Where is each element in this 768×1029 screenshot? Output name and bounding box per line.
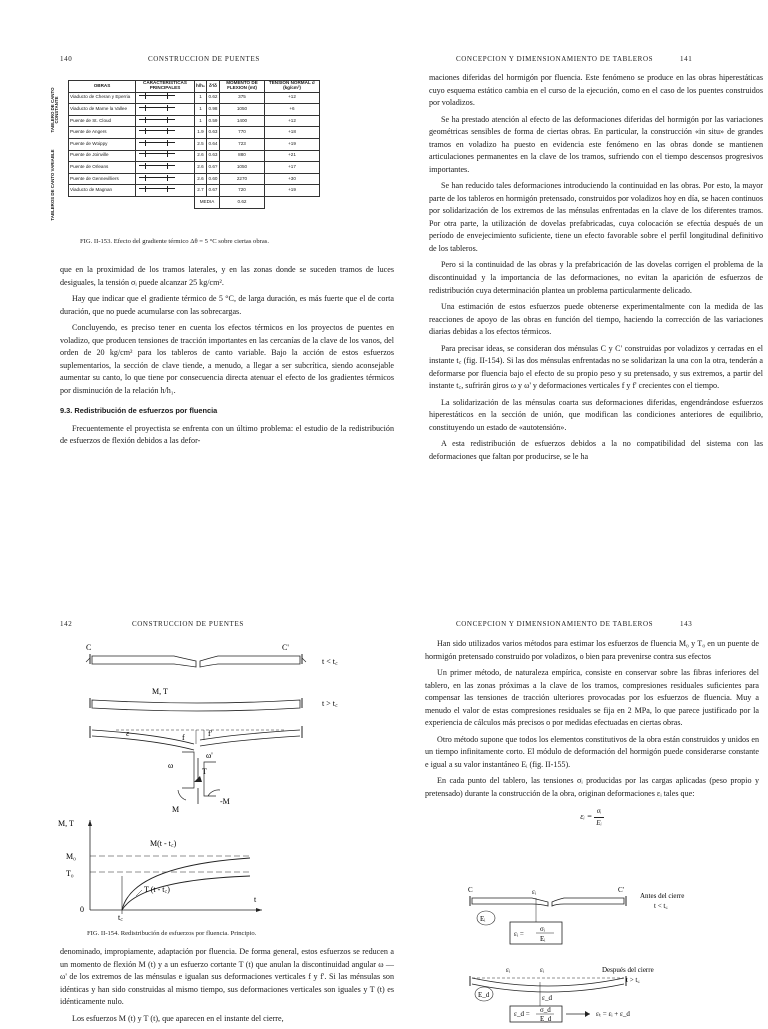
cell-momento: 770 [220,127,265,139]
label-Cp: C' [618,886,624,894]
beam-section-icon [137,163,177,170]
deformation-sketch [90,726,302,750]
row-spacer [60,104,69,116]
media-value: 0.62 [220,196,265,208]
label-C: C [468,886,473,894]
page-number: 143 [680,620,693,628]
label-MT: M, T [152,687,168,696]
cell-delta-ratio: 0.62 [207,92,220,104]
paragraph: Se ha prestado atención al efecto de las deformaciones diferidas del hormigón por las variaciones geométricas sensibles de forma de ciertas obras. En particular, la construcción «in situ» de grandes tramos en voladizo ha puesto en evidencia este fenómeno en las obras donde se mantienen articulaciones permanentes en la clave de los tramos, sufriendo con el tiempo descensos progresivos importantes. [429,114,763,174]
table-fig-153 [60,80,320,209]
row-spacer [60,162,69,174]
cell-section-sketch [136,127,195,139]
cell-delta-ratio: 0.60 [207,173,220,185]
cell-tension: +17 [265,162,320,174]
cell-section-sketch [136,138,195,150]
cell-h-ratio: 2.7 [195,185,207,197]
cell-obra: Viaducto de Magnan [69,185,136,197]
page-143-body [425,638,759,835]
paragraph: Concluyendo, es preciso tener en cuenta los efectos térmicos en los proyectos de puentes en voladizo, que producen tensiones de tracción importantes en las cercanías de la clave de los vanos, del orden de 20 kg/cm² para los tableros de canto variable. Bajo la acción de estos esfuerzos suplementarios, la sección de clave tiende, a menudo, a llegar a ser subcrítica, siendo aconsejable aumentar su canto, lo que tiene por consecuencia directa atenuar el efecto de los gradientes térmicos por disminución de la relación h/h₁. [60,323,394,395]
beam-section-icon [137,151,177,158]
cell-h-ratio: 2.5 [195,138,207,150]
label-cond2: t > t꜀ [322,699,338,708]
figure-154-diagram [58,640,366,922]
cell-tension: +19 [265,138,320,150]
paragraph: En cada punto del tablero, las tensiones σᵢ producidas por las cargas aplicadas (peso propio y pretensado) durante la construcción de la obra, originan deformaciones εᵢ tales que: [425,776,759,798]
box2-den: E_d [540,1015,552,1023]
cell-h-ratio: 2.6 [195,150,207,162]
label-cond1: t < t꜀ [322,657,338,666]
row-spacer [60,92,69,104]
cell-section-sketch [136,115,195,127]
label-t: t [254,895,257,904]
paragraph: Para precisar ideas, se consideran dos ménsulas C y C' construidas por voladizos y cerradas en el instante t꜀ (fig. II-154). Si las dos ménsulas enfrentadas no se solidarizan la una con la otra, tenderán a deformarse por fluencia bajo el efecto de su propio peso y su pretensado, y sus extremos, a partir del instante t꜀, sufrirán giros ω y ω' y deformaciones verticales f y f' crecientes con el tiempo. [429,343,763,391]
box1-num: σᵢ [540,925,545,933]
label-after: Después del cierre [602,966,654,974]
box2-num: σ_d [540,1006,551,1014]
row-spacer [60,127,69,139]
cell-tension: +30 [265,173,320,185]
box2-lhs: ε_d = [514,1010,530,1018]
cell-h-ratio: 1 [195,115,207,127]
row-spacer [60,196,69,208]
cell-momento: 723 [220,138,265,150]
cell-section-sketch [136,150,195,162]
media-label: MEDIA [195,196,220,208]
cell-delta-ratio: 0.59 [207,115,220,127]
row-spacer [136,196,195,208]
col-caracteristicas: CARACTERISTICAS PRINCIPALES [136,81,195,93]
page-number: 140 [60,55,73,63]
paragraph: que en la proximidad de los tramos laterales, y en las zonas donde se suceden tramos de luces desiguales, la tensión σᵢ puede alcanzar 25 kg/cm². [60,265,394,287]
joint-free-body [178,752,220,804]
col-delta-ratio: δ'/δ [207,81,220,93]
table-row [60,173,320,185]
section-heading: 9.3. Redistribución de esfuerzos por fluencia [60,406,218,416]
label-To: T₀ [66,869,74,878]
label-Ed: E_d [478,991,490,999]
cell-tension: +19 [265,185,320,197]
paragraph: A esta redistribución de esfuerzos debidos a la no compatibilidad del sistema con las deformaciones que faltan por producirse, se le ha [429,439,763,461]
figure-caption: FIG. II-154. Redistribución de esfuerzos por fluencia. Principio. [87,930,257,937]
figure-155-diagram [440,882,740,1022]
table-row [60,162,320,174]
cell-delta-ratio: 0.63 [207,127,220,139]
page-140-body [60,264,394,452]
paragraph: La solidarización de las ménsulas coarta sus deformaciones diferidas, engendrándose esfuerzos hiperestáticos en la sección de unión, que modifican las condiciones anteriores de equilibrio, constituyendo un estado de «autotensión». [429,397,763,432]
formula-lhs: εᵢ = [580,812,593,822]
cell-tension: +21 [265,150,320,162]
box1-lhs: εᵢ = [514,930,524,938]
label-Mo: M₀ [66,852,76,861]
cell-h-ratio: 1 [195,104,207,116]
box1-den: Eᵢ [540,935,546,943]
cell-momento: 1050 [220,162,265,174]
label-tc: t꜀ [118,913,123,922]
cell-h-ratio: 1.9 [195,127,207,139]
row-spacer [60,173,69,185]
cell-obra: Viaducto de Cheran y Eperria [69,92,136,104]
total-strain: εₜ = εᵢ + ε_d [596,1010,630,1018]
label-Ei: Eᵢ [480,915,486,923]
row-spacer [69,196,136,208]
col-h-ratio: h/h₀ [195,81,207,93]
table-row-media [60,196,320,208]
cell-obra: Puente de St. Cloud [69,115,136,127]
beam-section-icon [137,140,177,147]
paragraph: Frecuentemente el proyectista se enfrenta con un último problema: el estudio de la redistribución de esfuerzos de flexión debidos a las defor- [60,423,394,446]
running-header: CONCEPCION Y DIMENSIONAMIENTO DE TABLEROS [456,620,654,628]
paragraph: maciones diferidas del hormigón por fluencia. Este fenómeno se produce en las obras hiperestáticas cuyo esquema estático cambia en el curso de la ejecución, como en el caso de los puentes construidos por voladizos. [429,73,763,108]
paragraph: Han sido utilizados varios métodos para estimar los esfuerzos de fluencia M₀ y T₀ en un puente de hormigón pretensado construido por voladizos, o bien para prevenirse contra sus efectos [425,639,759,661]
label-after-cond: t > t꜀ [626,976,640,984]
label-before-cond: t < t꜀ [654,902,668,910]
cell-delta-ratio: 0.6? [207,162,220,174]
beam-section-icon [137,93,177,100]
row-spacer [265,196,320,208]
cell-section-sketch [136,104,195,116]
running-header: CONSTRUCCION DE PUENTES [148,55,260,63]
table-row [60,92,320,104]
cell-delta-ratio: 0.98 [207,104,220,116]
axis-label-y: M, T [58,819,74,828]
cell-h-ratio: 2.6 [195,173,207,185]
paragraph: denominado, impropiamente, adaptación por fluencia. De forma general, estos esfuerzos se reducen a un momento de flexión M (t) y a un esfuerzo cortante T (t) que anulan la discontinuidad angular ω — ω' de los extremos de las ménsulas e igualan sus deformaciones verticales f y f'. Si las ménsulas son idénticas y han sido construidas al mismo tiempo, sus deformaciones verticales son iguales y T (t) es idénticamente nulo. [60,947,394,1007]
page-142-body [60,946,394,1029]
cell-obra: Puente de Gennevilliers [69,173,136,185]
cantilevers-before-closure [86,654,306,667]
label-eps: ε [126,729,130,738]
figure-caption: FIG. II-153. Efecto del gradiente térmico Δθ = 5 °C sobre ciertas obras. [80,238,269,245]
curve-label-T: T (t - t꜀) [144,885,170,894]
table-row [60,185,320,197]
cell-section-sketch [136,162,195,174]
cell-h-ratio: 1 [195,92,207,104]
cell-delta-ratio: 0.64 [207,138,220,150]
label-omegap: ω' [206,751,213,760]
table-group-label-2: TABLEROS DE CANTO VARIABLE [50,149,55,221]
cell-momento: 720 [220,185,265,197]
cell-h-ratio: 2.6 [195,162,207,174]
col-tension: TENSION NORMAL σ (kg/cm²) [265,81,320,93]
page-number: 141 [680,55,693,63]
cell-tension: +12 [265,92,320,104]
beam-section-icon [137,128,177,135]
running-header: CONCEPCION Y DIMENSIONAMIENTO DE TABLEROS [456,55,654,63]
cell-section-sketch [136,92,195,104]
label-fp: f' [208,729,213,738]
table-row [60,150,320,162]
cell-obra: Puente de Joinville [69,150,136,162]
row-spacer [60,115,69,127]
label-before: Antes del cierre [640,892,685,900]
cell-tension: +18 [265,127,320,139]
running-header: CONSTRUCCION DE PUENTES [132,620,244,628]
label-zero: 0 [80,905,84,914]
formula-denominator: Eᵢ [596,819,602,828]
beam-section-icon [137,117,177,124]
beam-section-icon [137,105,177,112]
row-spacer [60,185,69,197]
cell-delta-ratio: 0.67 [207,185,220,197]
page-141-body [429,72,763,467]
label-eps-i: εᵢ [532,888,537,896]
cell-obra: Puente de Angers [69,127,136,139]
label-T: T [202,767,207,776]
col-obras: OBRAS [69,81,136,93]
cell-tension: +12 [265,115,320,127]
table-row [60,127,320,139]
row-spacer [60,150,69,162]
beam-section-icon [137,175,177,182]
paragraph: Otro método supone que todos los elementos constitutivos de la obra están construidos y unidos en un tiempo infinitamente corto. El módulo de deformación del hormigón puede considerarse constante e igual a su valor instantáneo Eᵢ (fig. II-155). [425,734,759,769]
cell-obra: Viaducto de Marne la Vallee [69,104,136,116]
formula-eps-i [425,806,759,829]
cell-momento: 375 [220,92,265,104]
paragraph: Una estimación de estos esfuerzos puede obtenerse experimentalmente con la medida de las reacciones de apoyo de las obras en función del tiempo, haciendo la corrección de las variaciones diarias debidas a los efectos térmicos. [429,302,763,337]
cell-momento: 1050 [220,104,265,116]
cell-tension: +6 [265,104,320,116]
cell-momento: 880 [220,150,265,162]
page-number: 142 [60,620,73,628]
table-row [60,115,320,127]
curve-label-M: M(t - t꜀) [150,839,177,848]
label-f: f [182,733,185,742]
paragraph: Pero si la continuidad de las obras y la prefabricación de las dovelas corrigen el problema de la discontinuidad y la importancia de las deformaciones, no evitan la aparición de esfuerzos de redistribución cuya determinación plantea un problema particularmente delicado. [429,260,763,295]
formula-numerator: σᵢ [596,807,602,816]
cell-obra: Puente de Orleans [69,162,136,174]
label-Cp: C' [282,643,289,652]
continuous-beam-after-closure [90,698,302,711]
cell-section-sketch [136,173,195,185]
row-spacer [60,138,69,150]
label-Mm: -M [220,797,230,806]
label-eps-d: ε_d [542,994,552,1002]
paragraph: Los esfuerzos M (t) y T (t), que aparecen en el instante del cierre, [72,1013,284,1023]
cell-section-sketch [136,185,195,197]
label-omega: ω [168,761,174,770]
mt-time-graph [88,820,262,914]
table-row [60,104,320,116]
cell-obra: Puente de Woippy [69,138,136,150]
label-eps-i-3: εᵢ [540,966,545,974]
label-C: C [86,643,92,652]
table-group-label-1: TABLERO DE CANTO CONSTANTE [50,87,60,133]
table-row [60,138,320,150]
paragraph: Un primer método, de naturaleza empírica, consiste en conservar sobre las fibras inferiores del tablero, en las zonas próximas a la clave de los tramos, compresiones residuales suficientes para compensar las tensiones de tracción ulteriores provocadas por los esfuerzos de fluencia. Muy a menudo el valor de estas compresiones residuales se fija en 2 MPa, lo que parece justificado por la experiencia de cálculos más precisos o por medidas efectuadas en ciertas obras. [425,668,759,728]
cantilevers-before-closure [470,896,626,944]
cell-momento: 2270 [220,173,265,185]
col-momento: MOMENTO DE FLEXION (mt) [220,81,265,93]
cell-delta-ratio: 0.63 [207,150,220,162]
paragraph: Se han reducido tales deformaciones introduciendo la continuidad en las obras. Por esto, la mayor parte de los tableros en hormigón pretensado, construidos por voladizos hoy en día, se hacen continuos por solidarización de los extremos de las ménsulas enfrentadas en la clave de los diferentes tramos. Por otra parte, la utilización de dovelas prefabricadas, cuya colocación se efectúa después de un período de envejecimiento suficiente, tiene un efecto favorable sobre el perfil longitudinal definitivo de los tableros. [429,181,763,253]
formula-fraction [594,806,603,829]
cell-momento: 1400 [220,115,265,127]
beam-section-icon [137,186,177,193]
paragraph: Hay que indicar que el gradiente térmico de 5 °C, de larga duración, es más fuerte que el de corta duración, que no puede acumularse con las sobrecargas. [60,294,394,316]
label-eps-i-2: εᵢ [506,966,511,974]
label-M: M [172,805,180,814]
